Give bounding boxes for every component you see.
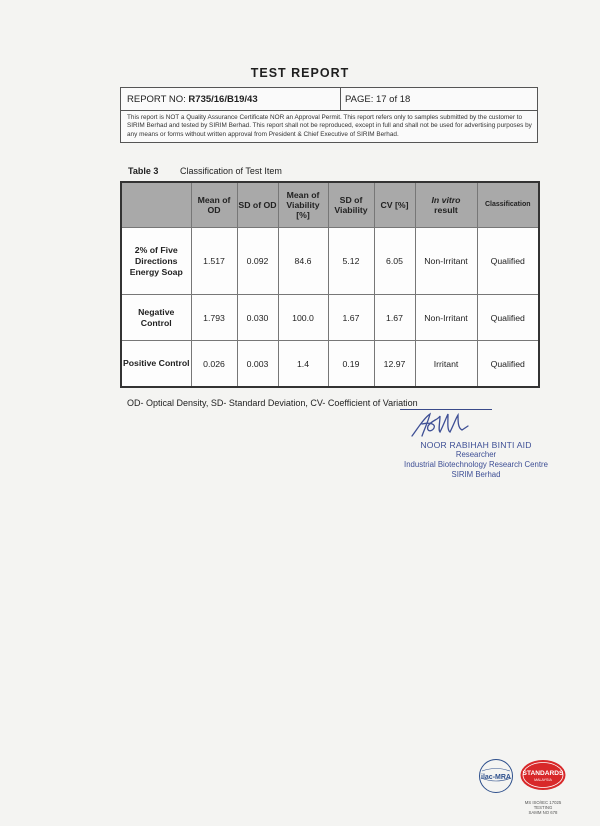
header-mean-od: Mean of OD (191, 182, 237, 228)
accreditation-caption: MS ISO/IEC 17025 TESTING SAMM NO 678 (524, 800, 562, 816)
cell-classification: Qualified (477, 295, 539, 341)
table-caption (128, 166, 282, 176)
cell-classification: Qualified (477, 341, 539, 388)
header-blank (121, 182, 191, 228)
row-label: 2% of Five Directions Energy Soap (121, 228, 191, 295)
ilac-mra-logo (478, 758, 514, 794)
signatory-department: Industrial Biotechnology Research Centre (404, 460, 548, 469)
cell-mean-od: 1.517 (191, 228, 237, 295)
signatory-role: Researcher (455, 450, 497, 459)
signatory-name: NOOR RABIHAH BINTI AID (420, 440, 532, 450)
standards-malaysia-stamp (519, 758, 567, 800)
table-number: Table 3 (128, 166, 159, 176)
signature-line (400, 409, 492, 410)
cell-result: Irritant (415, 341, 477, 388)
signature-mark (410, 412, 470, 438)
header-mean-viability: Mean of Viability [%] (278, 182, 328, 228)
cell-sd-viability: 1.67 (328, 295, 374, 341)
header-sd-od: SD of OD (237, 182, 278, 228)
signatory-org: SIRIM Berhad (451, 470, 501, 479)
table-row (121, 341, 539, 388)
cell-sd-viability: 5.12 (328, 228, 374, 295)
cell-classification: Qualified (477, 228, 539, 295)
disclaimer-note: This report is NOT a Quality Assurance Certificate NOR an Approval Permit. This report refers only to samples submitted by the customer to SIRIM Berhad and tested by SIRIM Berhad. This report shall not be reproduced, except in full and shall not be used for advertising purposes by any means or forms without written approval from President & Chief Executive of SIRIM Berhad. (127, 114, 532, 138)
row-label: Negative Control (121, 295, 191, 341)
svg-text:MALAYSIA: MALAYSIA (534, 778, 552, 782)
header-cv: CV [%] (374, 182, 415, 228)
cell-result: Non-Irritant (415, 295, 477, 341)
abbreviation-footnote: OD- Optical Density, SD- Standard Deviation, CV- Coefficient of Variation (127, 398, 418, 408)
header-classification: Classification (477, 182, 539, 228)
cell-mean-od: 1.793 (191, 295, 237, 341)
row-label: Positive Control (121, 341, 191, 388)
classification-table (120, 181, 540, 388)
table-title: Classification of Test Item (180, 166, 282, 176)
cell-mean-viability: 84.6 (278, 228, 328, 295)
report-header-box (120, 87, 538, 143)
cell-cv: 1.67 (374, 295, 415, 341)
report-number: REPORT NO: R735/16/B19/43 (121, 88, 341, 110)
cell-cv: 12.97 (374, 341, 415, 388)
table-row (121, 228, 539, 295)
table-row (121, 295, 539, 341)
cell-mean-viability: 100.0 (278, 295, 328, 341)
cell-cv: 6.05 (374, 228, 415, 295)
svg-text:ilac-MRA: ilac-MRA (481, 774, 511, 781)
svg-text:STANDARDS: STANDARDS (522, 770, 564, 777)
header-sd-viability: SD of Viability (328, 182, 374, 228)
signatory-block (385, 440, 567, 480)
header-in-vitro-result: In vitro result (415, 182, 477, 228)
cell-sd-od: 0.092 (237, 228, 278, 295)
cell-result: Non-Irritant (415, 228, 477, 295)
cell-sd-viability: 0.19 (328, 341, 374, 388)
report-title: TEST REPORT (250, 66, 350, 80)
cell-sd-od: 0.030 (237, 295, 278, 341)
cell-sd-od: 0.003 (237, 341, 278, 388)
cell-mean-od: 0.026 (191, 341, 237, 388)
page-number: PAGE: 17 of 18 (345, 94, 411, 105)
cell-mean-viability: 1.4 (278, 341, 328, 388)
